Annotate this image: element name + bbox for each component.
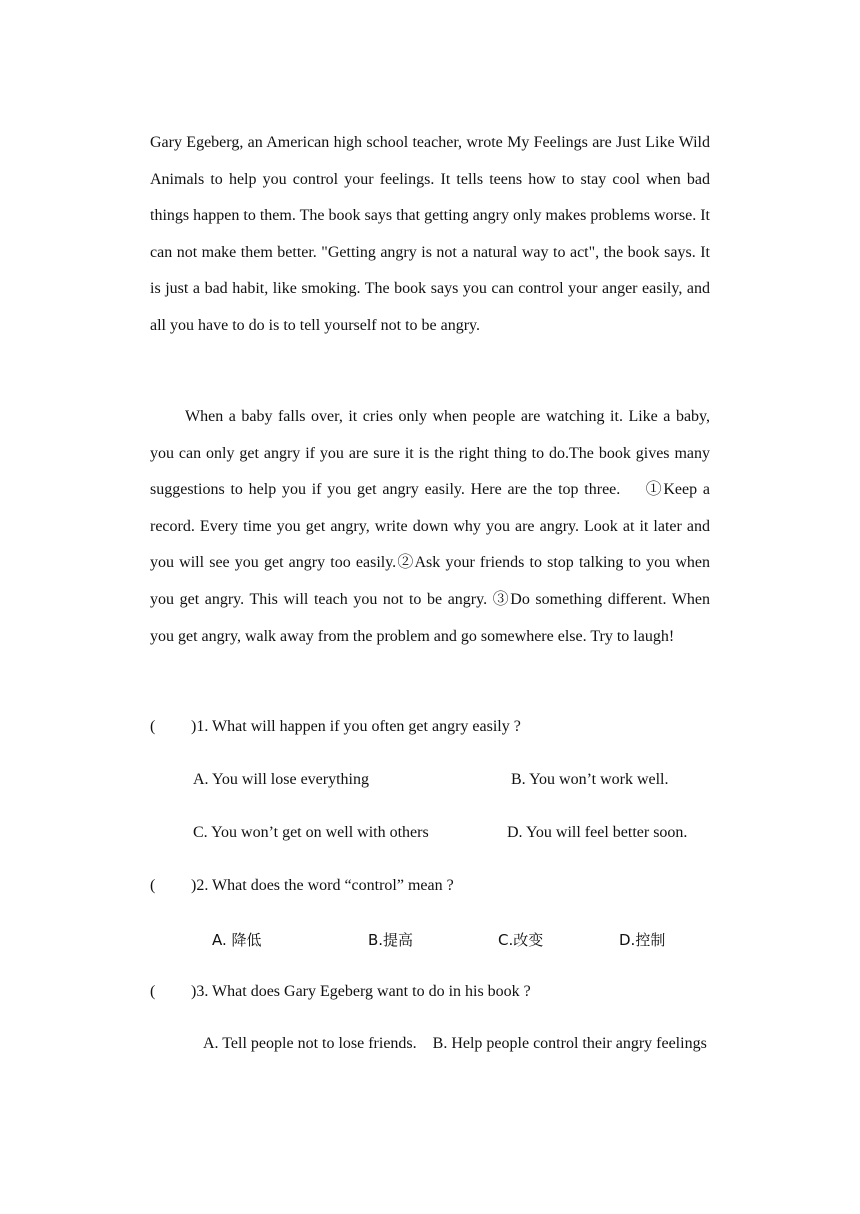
q1-option-a: A. You will lose everything: [193, 771, 369, 788]
answer-blank-2[interactable]: (: [150, 877, 156, 894]
answer-blank-3[interactable]: (: [150, 983, 156, 1000]
q2-option-a: A. 降低: [212, 931, 262, 949]
q2-option-d: D.控制: [619, 931, 666, 949]
q2-option-c: C.改变: [498, 931, 544, 949]
question-1: [150, 717, 521, 737]
q1-option-b: B. You won’t work well.: [511, 771, 669, 788]
q2-option-b: B.提高: [368, 931, 414, 949]
question-2: [150, 876, 454, 896]
passage-paragraph-2: When a baby falls over, it cries only when people are watching it. Like a baby, you can only get angry if you are sure it is the right thing to do.The book gives many suggestions to help you if you get angry easily. Here are the top three. ①Keep a record. Every time you get angry, write down why you are angry. Look at it later and you will see you get angry too easily.②Ask your friends to stop talking to you when you get angry. This will teach you not to be angry. ③Do something different. When you get angry, walk away from the problem and go somewhere else. Try to laugh!: [150, 408, 711, 645]
q3-options: A. Tell people not to lose friends. B. Help people control their angry feelings: [203, 1035, 707, 1052]
passage-paragraph-1: Gary Egeberg, an American high school teacher, wrote My Feelings are Just Like Wild Animals to help you control your feelings. It tells teens how to stay cool when bad things happen to them. The book says that getting angry only makes problems worse. It can not make them better. "Getting angry is not a natural way to act", the book says. It is just a bad habit, like smoking. The book says you can control your anger easily, and all you have to do is to tell yourself not to be angry.: [150, 134, 710, 334]
question-2-stem: )2. What does the word “control” mean ?: [191, 877, 454, 894]
q1-option-d: D. You will feel better soon.: [507, 824, 688, 841]
answer-blank-1[interactable]: (: [150, 718, 156, 735]
question-3: [150, 982, 531, 1002]
question-1-stem: )1. What will happen if you often get angry easily ?: [191, 718, 521, 735]
q1-option-c: C. You won’t get on well with others: [193, 824, 429, 841]
question-3-stem: )3. What does Gary Egeberg want to do in his book ?: [191, 983, 531, 1000]
